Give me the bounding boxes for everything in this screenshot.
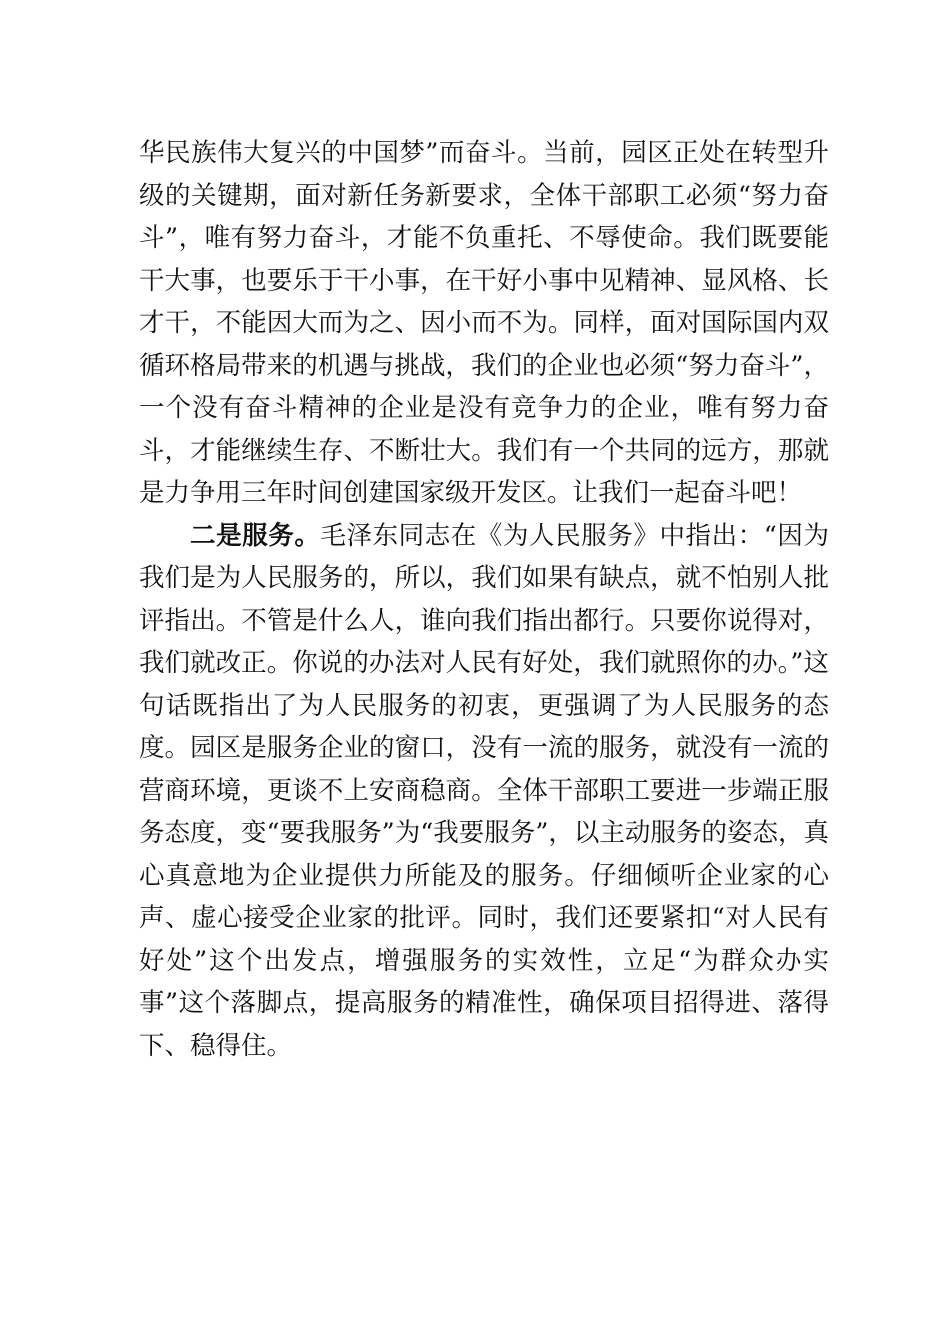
document-body [139,132,829,1067]
paragraph-1: 华民族伟大复兴的中国梦”而奋斗。当前，园区正处在转型升级的关键期，面对新任务新要求，全体干部职工必须“努力奋斗”，唯有努力奋斗，才能不负重托、不辱使命。我们既要能干大事，也要乐于干小事，在干好小事中见精神、显风格、长才干，不能因大而为之、因小而不为。同样，面对国际国内双循环格局带来的机遇与挑战，我们的企业也必须“努力奋斗”，一个没有奋斗精神的企业是没有竞争力的企业，唯有努力奋斗，才能继续生存、不断壮大。我们有一个共同的远方，那就是力争用三年时间创建国家级开发区。让我们一起奋斗吧！ [139,138,829,508]
paragraph-2 [139,515,829,1068]
paragraph-2-body: 毛泽东同志在《为人民服务》中指出：“因为我们是为人民服务的，所以，我们如果有缺点，就不怕别人批评指出。不管是什么人，谁向我们指出都行。只要你说得对，我们就改正。你说的办法对人民有好处，我们就照你的办。”这句话既指出了为人民服务的初衷，更强调了为人民服务的态度。园区是服务企业的窗口，没有一流的服务，就没有一流的营商环境，更谈不上安商稳商。全体干部职工要进一步端正服务态度，变“要我服务”为“我要服务”，以主动服务的姿态，真心真意地为企业提供力所能及的服务。仔细倾听企业家的心声、虚心接受企业家的批评。同时，我们还要紧扣“对人民有好处”这个出发点，增强服务的实效性，立足“为群众办实事”这个落脚点，提高服务的精准性，确保项目招得进、落得下、稳得住。 [139,520,829,1061]
paragraph-2-lead: 二是服务。 [190,520,321,551]
